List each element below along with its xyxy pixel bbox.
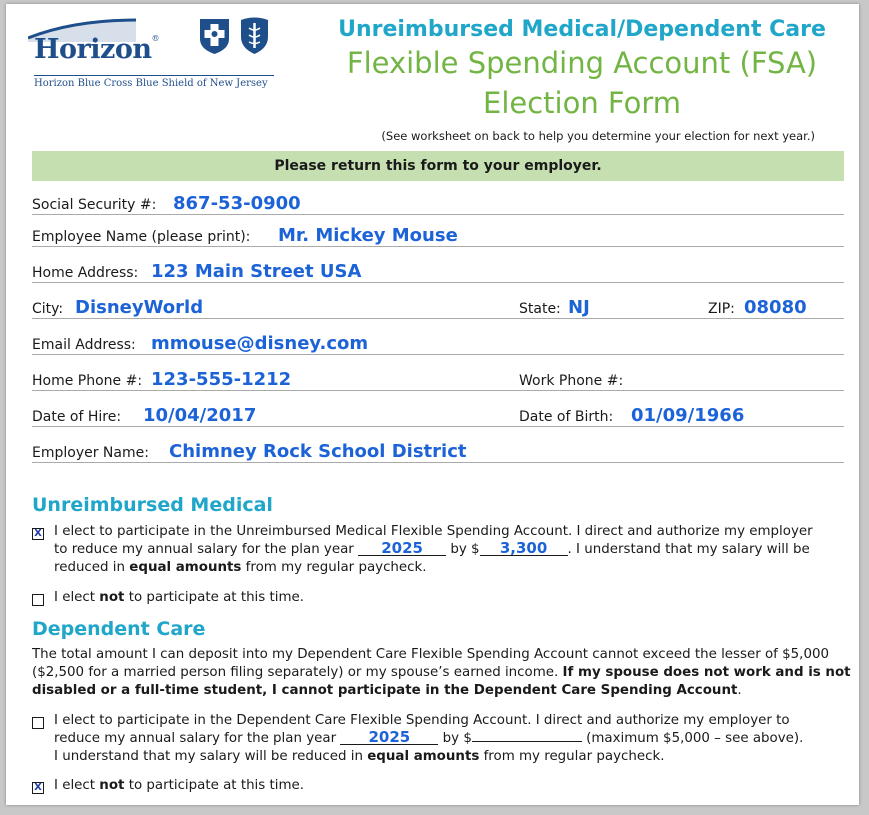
- email-label: Email Address:: [32, 337, 136, 353]
- dependent-elect-text: [54, 712, 854, 766]
- city-field[interactable]: DisneyWorld: [75, 297, 204, 318]
- dependent-not-text: [54, 777, 854, 795]
- employer-name-field[interactable]: Chimney Rock School District: [169, 441, 467, 462]
- employer-row: [32, 442, 844, 463]
- dependent-intro-line2-b: If my spouse does not work and is not: [562, 665, 851, 680]
- dependent-line2-text-c: (maximum $5,000 – see above).: [586, 731, 804, 746]
- employee-name-label: Employee Name (please print):: [32, 229, 251, 245]
- unreimbursed-elect-line1: I elect to participate in the Unreimbursed Medical Flexible Spending Account. I direct and authorize my employer: [54, 524, 813, 539]
- dependent-not-text-b: not: [99, 778, 125, 793]
- dependent-elect-line1: I elect to participate in the Dependent Care Flexible Spending Account. I direct and authorize my employer to: [54, 713, 790, 728]
- dependent-intro-line3-b: .: [737, 683, 742, 698]
- unreimbursed-elect-line2: [54, 541, 854, 559]
- city-label: City:: [32, 301, 64, 317]
- blue-cross-icon: [198, 15, 231, 55]
- work-phone-label: Work Phone #:: [519, 373, 624, 389]
- logo-wordmark: Horizon: [34, 34, 152, 65]
- unreimbursed-elect-checkbox[interactable]: [32, 528, 44, 540]
- form-title-line2: Flexible Spending Account (FSA): [346, 46, 818, 80]
- logo-tagline: Horizon Blue Cross Blue Shield of New Jersey: [34, 78, 268, 89]
- home-address-label: Home Address:: [32, 265, 139, 281]
- unreimbursed-line2-text-a: to reduce my annual salary for the plan year: [54, 542, 354, 557]
- dependent-not-text-c: to participate at this time.: [128, 778, 305, 793]
- unreimbursed-not-checkbox[interactable]: [32, 594, 44, 606]
- city-state-zip-row: [32, 298, 844, 319]
- dependent-elect-line3: [54, 748, 854, 766]
- ssn-row: [32, 194, 844, 215]
- unreimbursed-elect-text: [54, 523, 854, 577]
- form-title-line3: Election Form: [483, 86, 681, 120]
- home-phone-field[interactable]: 123-555-1212: [151, 369, 292, 390]
- dependent-line3-text-a: I understand that my salary will be reduced in: [54, 749, 363, 764]
- ssn-label: Social Security #:: [32, 197, 157, 213]
- dependent-elect-checkbox[interactable]: [32, 717, 44, 729]
- home-address-row: [32, 262, 844, 283]
- unreimbursed-not-text: [54, 589, 854, 607]
- dependent-line3-text-c: from my regular paycheck.: [483, 749, 665, 764]
- state-label: State:: [519, 301, 561, 317]
- state-field[interactable]: NJ: [568, 297, 590, 318]
- dependent-intro-line2-a: ($2,500 for a married person filing separately) or my spouse’s earned income.: [32, 665, 559, 680]
- employee-name-field[interactable]: Mr. Mickey Mouse: [278, 225, 458, 246]
- unreimbursed-amount-field[interactable]: 3,300: [480, 541, 568, 556]
- unreimbursed-line2-text-c: . I understand that my salary will be: [567, 542, 810, 557]
- date-of-birth-label: Date of Birth:: [519, 409, 614, 425]
- logo-registered: ®: [151, 34, 159, 43]
- unreimbursed-line3-text-c: from my regular paycheck.: [245, 560, 427, 575]
- dependent-care-heading: Dependent Care: [32, 618, 206, 640]
- employer-name-label: Employer Name:: [32, 445, 149, 461]
- date-of-birth-field[interactable]: 01/09/1966: [631, 405, 745, 426]
- dependent-intro-line3: [32, 682, 832, 700]
- logo-rule: [34, 75, 274, 76]
- zip-label: ZIP:: [708, 301, 735, 317]
- unreimbursed-not-text-c: to participate at this time.: [128, 590, 305, 605]
- unreimbursed-line3-text-b: equal amounts: [129, 560, 242, 575]
- zip-field[interactable]: 08080: [744, 297, 807, 318]
- horizon-logo: [34, 34, 159, 65]
- unreimbursed-not-text-a: I elect: [54, 590, 96, 605]
- dependent-not-text-a: I elect: [54, 778, 96, 793]
- dependent-line2-text-b: by $: [442, 731, 472, 746]
- unreimbursed-line2-text-b: by $: [450, 542, 480, 557]
- worksheet-note: (See worksheet on back to help you determine your election for next year.): [381, 129, 815, 143]
- blue-shield-icon: [238, 15, 271, 55]
- home-address-field[interactable]: 123 Main Street USA: [151, 261, 362, 282]
- unreimbursed-elect-line3: [54, 559, 854, 577]
- dependent-not-checkbox[interactable]: [32, 782, 44, 794]
- dependent-intro-line2: [32, 664, 851, 682]
- unreimbursed-elect-check-mark: X: [34, 528, 42, 539]
- email-field[interactable]: mmouse@disney.com: [151, 333, 369, 354]
- dependent-amount-field[interactable]: [472, 741, 582, 742]
- dependent-line2-text-a: reduce my annual salary for the plan year: [54, 731, 337, 746]
- dependent-plan-year-field[interactable]: 2025: [340, 730, 438, 745]
- ssn-field[interactable]: 867-53-0900: [173, 193, 301, 214]
- dependent-not-check-mark: X: [34, 782, 42, 793]
- home-phone-label: Home Phone #:: [32, 373, 143, 389]
- date-of-hire-field[interactable]: 10/04/2017: [143, 405, 257, 426]
- dates-row: [32, 406, 844, 427]
- email-row: [32, 334, 844, 355]
- employee-name-row: [32, 226, 844, 247]
- dependent-intro-line3-a: disabled or a full-time student, I cannot participate in the Dependent Care Spending Account: [32, 683, 738, 698]
- dependent-elect-line2: [54, 730, 854, 748]
- unreimbursed-medical-heading: Unreimbursed Medical: [32, 494, 273, 516]
- dependent-intro-text: [32, 646, 851, 700]
- form-title-line1: Unreimbursed Medical/Dependent Care: [338, 17, 826, 42]
- unreimbursed-plan-year-field[interactable]: 2025: [358, 541, 446, 556]
- unreimbursed-not-text-b: not: [99, 590, 125, 605]
- dependent-line3-text-b: equal amounts: [367, 749, 480, 764]
- unreimbursed-line3-text-a: reduced in: [54, 560, 126, 575]
- return-banner: Please return this form to your employer.: [32, 151, 844, 181]
- date-of-hire-label: Date of Hire:: [32, 409, 122, 425]
- dependent-intro-line1: The total amount I can deposit into my Dependent Care Flexible Spending Account cannot exceed the lesser of $5,000: [32, 647, 829, 662]
- election-form-page: [6, 4, 859, 805]
- phone-row: [32, 370, 844, 391]
